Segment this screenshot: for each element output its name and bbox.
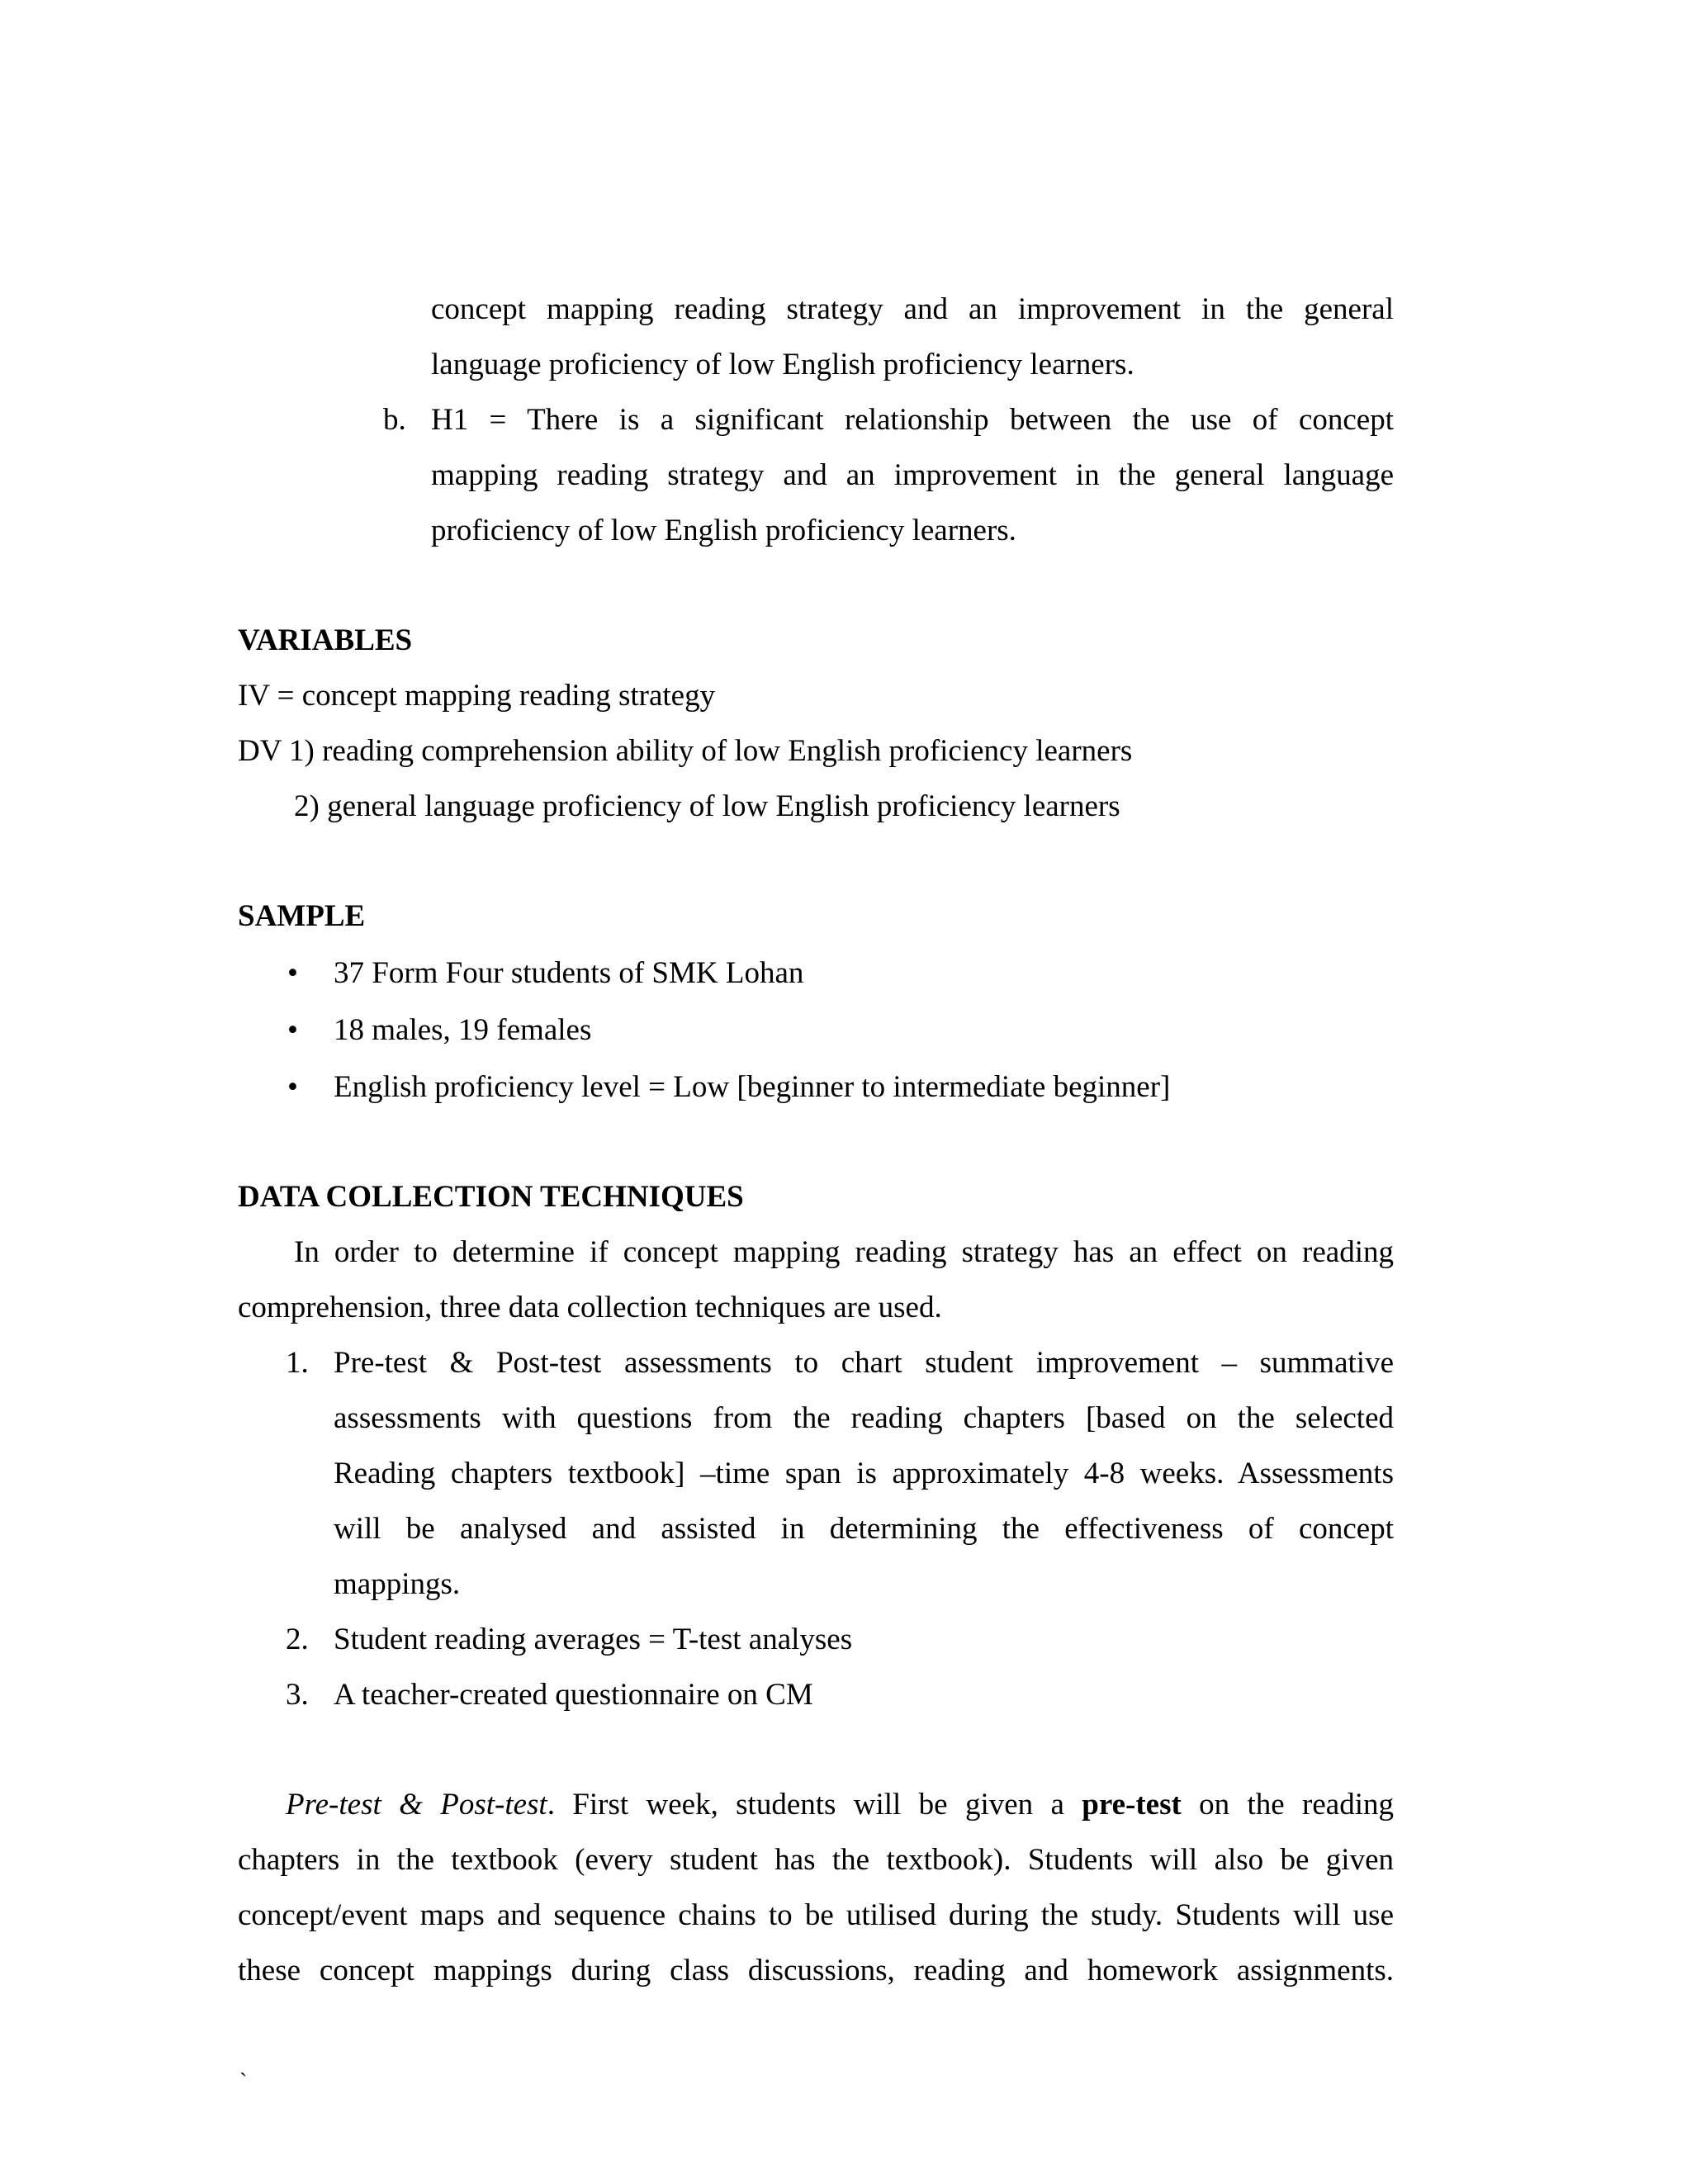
hypothesis-b-marker: b. <box>383 403 406 437</box>
pretest-bold-term: pre-test <box>1082 1788 1182 1822</box>
technique-3-marker: 3. <box>286 1678 309 1712</box>
variables-iv: IV = concept mapping reading strategy <box>238 679 716 713</box>
technique-1-line: will be analysed and assisted in determining the effectiveness of concept <box>334 1512 1394 1546</box>
pretest-line-1 <box>286 1789 1394 1820</box>
sample-item: 37 Form Four students of SMK Lohan <box>334 956 804 990</box>
pretest-line-1-mid: . First week, students will be given a <box>547 1788 1064 1822</box>
pretest-line-2: chapters in the textbook (every student has the textbook). Students will also be given <box>238 1843 1394 1877</box>
pretest-italic-label: Pre-test & Post-test <box>286 1788 547 1822</box>
technique-2-line: Student reading averages = T-test analyses <box>334 1623 853 1656</box>
pretest-line-3: concept/event maps and sequence chains to be utilised during the study. Students will use <box>238 1898 1394 1932</box>
variables-heading: VARIABLES <box>238 623 413 657</box>
technique-1-line: Reading chapters textbook] –time span is approximately 4-8 weeks. Assessments <box>334 1457 1394 1490</box>
technique-1-line: Pre-test & Post-test assessments to chart student improvement – summative <box>334 1346 1394 1380</box>
sample-bullet: • <box>287 956 298 990</box>
technique-1-marker: 1. <box>286 1346 309 1380</box>
hypothesis-b-line-3: proficiency of low English proficiency learners. <box>431 514 1016 547</box>
technique-1-line: mappings. <box>334 1567 461 1601</box>
pretest-line-1-end: on the reading <box>1199 1788 1394 1822</box>
technique-3-line: A teacher-created questionnaire on CM <box>334 1678 813 1712</box>
data-collection-intro-line-2: comprehension, three data collection techniques are used. <box>238 1291 942 1324</box>
variables-dv-2: 2) general language proficiency of low English proficiency learners <box>294 789 1120 823</box>
pretest-line-4: these concept mappings during class discussions, reading and homework assignments. <box>238 1954 1394 1987</box>
sample-bullet: • <box>287 1070 298 1104</box>
data-collection-intro-line-1: In order to determine if concept mapping reading strategy has an effect on reading <box>294 1235 1394 1269</box>
technique-2-marker: 2. <box>286 1623 309 1656</box>
hypothesis-b-line-2: mapping reading strategy and an improvement in the general language <box>431 458 1394 492</box>
hypothesis-a-line-1: concept mapping reading strategy and an improvement in the general <box>431 292 1394 326</box>
sample-item: 18 males, 19 females <box>334 1013 592 1047</box>
sample-heading: SAMPLE <box>238 899 366 933</box>
hypothesis-a-line-2: language proficiency of low English proficiency learners. <box>431 348 1134 381</box>
variables-dv-1: DV 1) reading comprehension ability of low English proficiency learners <box>238 734 1133 768</box>
data-collection-heading: DATA COLLECTION TECHNIQUES <box>238 1180 744 1214</box>
sample-bullet: • <box>287 1013 298 1047</box>
sample-item: English proficiency level = Low [beginner to intermediate beginner] <box>334 1070 1171 1104</box>
technique-1-line: assessments with questions from the reading chapters [based on the selected <box>334 1401 1394 1435</box>
footer-mark: ` <box>239 2069 248 2095</box>
hypothesis-b-line-1: H1 = There is a significant relationship between the use of concept <box>431 403 1394 437</box>
